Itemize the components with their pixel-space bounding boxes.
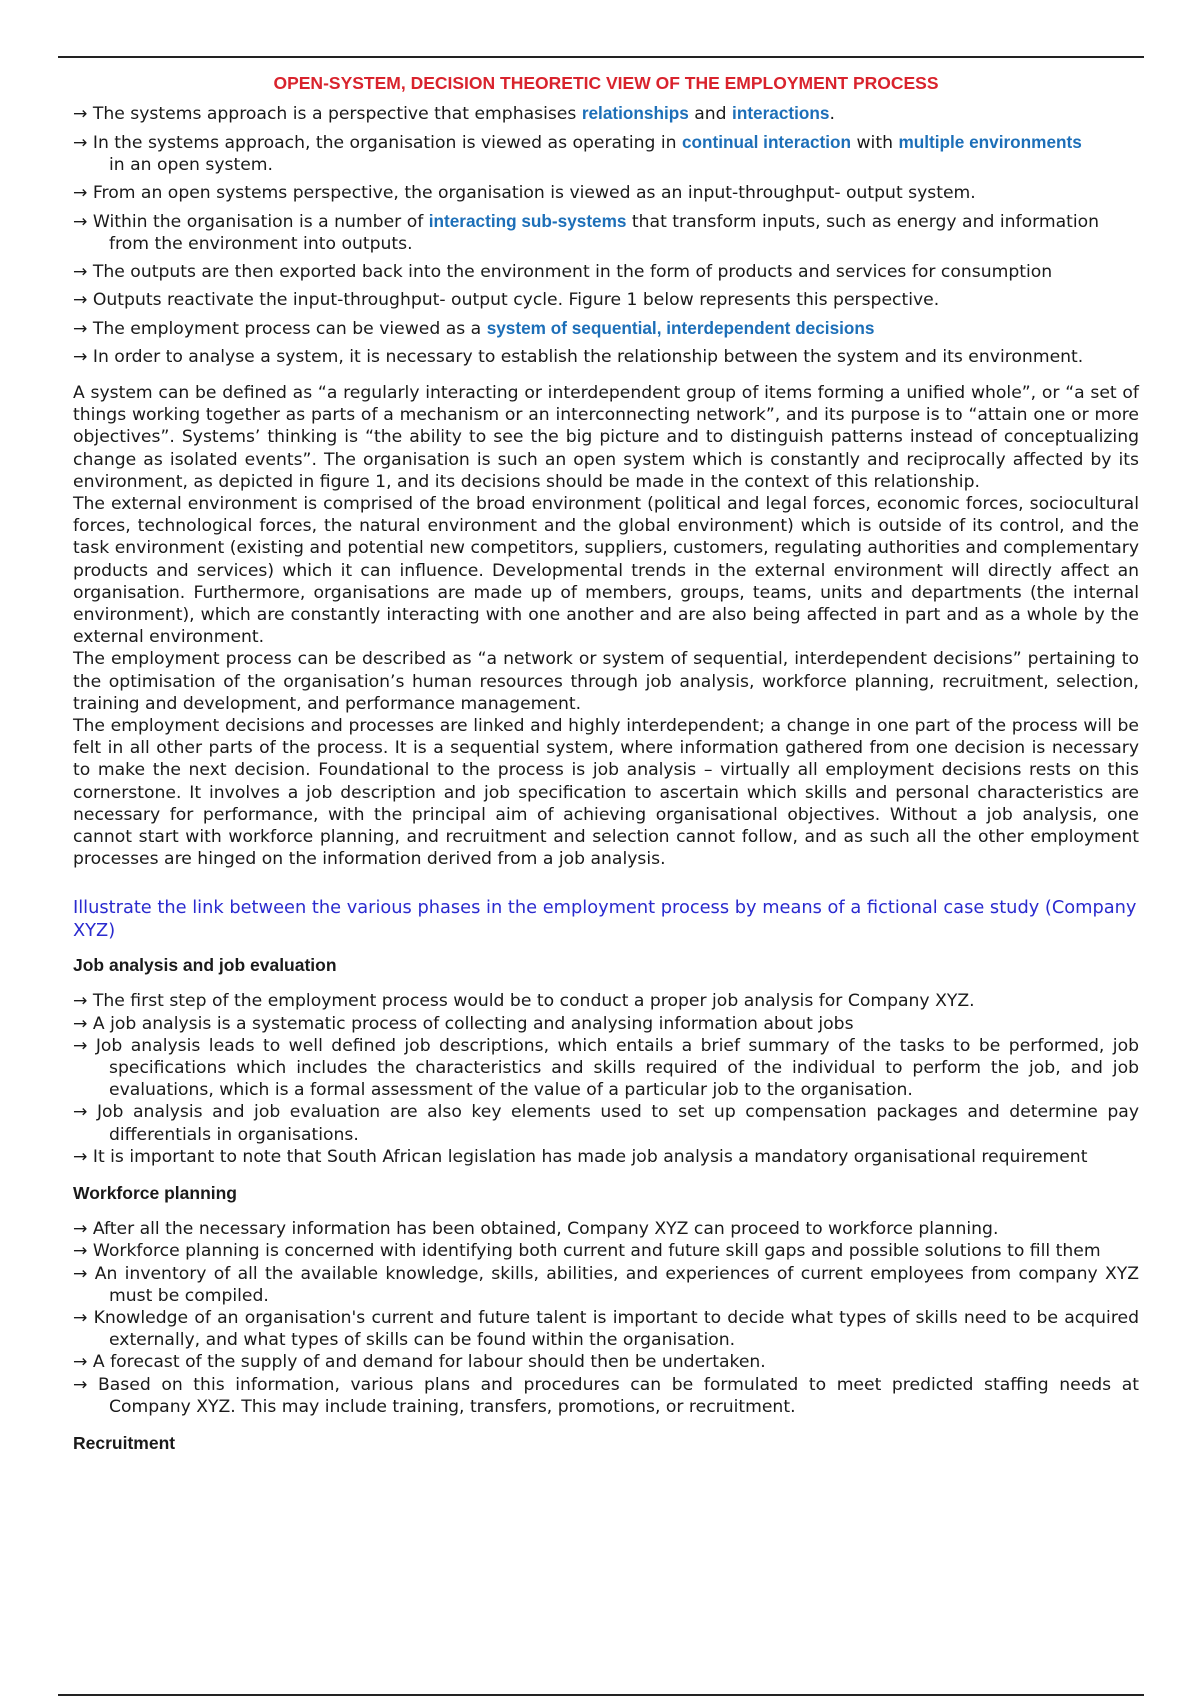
list-item: → Based on this information, various plans and procedures can be formulated to meet predicted staffing needs at Company XYZ. This may include training, transfers, promotions, or recruitment. [73,1374,1139,1417]
arrow-icon: → [73,262,88,282]
bullet-3: → From an open systems perspective, the organisation is viewed as an input-throughput- output system. [73,183,976,203]
paragraph-interdependence: The employment decisions and processes are linked and highly interdependent; a change in one part of the process will be felt in all other parts of the process. It is a sequential system, where information gathered from one decision is necessary to make the next decision. Foundational to the process is job analysis – virtually all employment decisions rests on this cornerstone. It involves a job description and job specification to ascertain which skills and personal characteristics are necessary for performance, with the principal aim of achieving organisational objectives. Without a job analysis, one cannot start with workforce planning, and recruitment and selection cannot follow, and as such all the other employment processes are hinged on the information derived from a job analysis. [73,716,1139,870]
highlight: interacting sub-systems [428,211,627,231]
bullet-6: → Outputs reactivate the input-throughput- output cycle. Figure 1 below represents this perspective. [73,290,940,310]
paragraph-employment-process: The employment process can be described as “a network or system of sequential, interdependent decisions” pertaining to the optimisation of the organisation’s human resources through job analysis, workforce planning, recruitment, selection, training and development, and performance management. [73,649,1139,714]
list-item: → Job analysis leads to well defined job descriptions, which entails a brief summary of the tasks to be performed, job specifications which includes the characteristics and skills required of the individual to perform the job, and job evaluations, which is a formal assessment of the value of a particular job to the organisation. [73,1035,1139,1101]
arrow-icon: → [73,1374,88,1395]
case-study-question: Illustrate the link between the various phases in the employment process by means of a fictional case study (Company XYZ) [73,897,1137,942]
intro-bullets [73,102,1139,368]
section-recruitment [73,1432,1139,1454]
list-item: → A forecast of the supply of and demand for labour should then be undertaken. [73,1352,766,1373]
highlight: interactions [732,103,830,123]
list-item: → After all the necessary information has been obtained, Company XYZ can proceed to workforce planning. [73,1219,999,1240]
section-heading: Job analysis and job evaluation [73,955,337,976]
bullet-7: → The employment process can be viewed as a system of sequential, interdependent decisions [73,318,875,339]
document-title: OPEN-SYSTEM, DECISION THEORETIC VIEW OF THE EMPLOYMENT PROCESS [273,73,939,93]
arrow-icon: → [73,1219,88,1240]
arrow-icon: → [73,104,88,124]
list-item: → An inventory of all the available knowledge, skills, abilities, and experiences of current employees from company XYZ must be compiled. [73,1263,1139,1306]
highlight: continual interaction [682,132,852,152]
section-job-analysis [73,954,1139,1168]
section-heading: Recruitment [73,1432,176,1453]
arrow-icon: → [73,212,88,232]
arrow-icon: → [73,1146,88,1167]
list-item: → The first step of the employment process would be to conduct a proper job analysis for Company XYZ. [73,991,975,1012]
list-item: → It is important to note that South African legislation has made job analysis a mandatory organisational requirement [73,1146,1088,1167]
arrow-icon: → [73,991,88,1012]
bullet-2: → In the systems approach, the organisation is viewed as operating in continual interaction with multiple environments in an open system. [73,132,1082,175]
paragraph-external-environment: The external environment is comprised of the broad environment (political and legal forces, economic forces, sociocultural forces, technological forces, the natural environment and the global environment) which is outside of its control, and the task environment (existing and potential new competitors, suppliers, customers, regulating authorities and complementary products and services) which it can influence. Developmental trends in the external environment will directly affect an organisation. Furthermore, organisations are made up of members, groups, teams, units and departments (the internal environment), which are constantly interacting with one another and are also being affected in part and as a whole by the external environment. [73,494,1139,648]
arrow-icon: → [73,1263,88,1284]
list-item: → A job analysis is a systematic process of collecting and analysing information about jobs [73,1013,854,1034]
arrow-icon: → [73,319,88,339]
highlight: multiple environments [898,132,1082,152]
section-heading: Workforce planning [73,1183,237,1204]
bullet-4: → Within the organisation is a number of interacting sub-systems that transform inputs, such as energy and information from the environment into outputs. [73,211,1100,254]
bullet-5: → The outputs are then exported back into the environment in the form of products and services for consumption [73,262,1053,282]
bottom-rule [58,1694,1144,1696]
arrow-icon: → [73,1102,88,1123]
top-rule [58,56,1144,58]
bullet-8: → In order to analyse a system, it is necessary to establish the relationship between the system and its environment. [73,347,1084,367]
paragraph-system-definition: A system can be defined as “a regularly interacting or interdependent group of items forming a unified whole”, or “a set of things working together as parts of a mechanism or an interconnecting network”, and its purpose is to “attain one or more objectives”. Systems’ thinking is “the ability to see the big picture and to distinguish patterns instead of conceptualizing change as isolated events”. The organisation is such an open system which is constantly and reciprocally affected by its environment, as depicted in figure 1, and its decisions should be made in the context of this relationship. [73,383,1139,492]
arrow-icon: → [73,347,88,367]
bullet-1: → The systems approach is a perspective that emphasises relationships and interactions. [73,103,835,124]
document-page [73,72,1139,1468]
highlight: system of sequential, interdependent decisions [486,318,875,338]
arrow-icon: → [73,290,88,310]
arrow-icon: → [73,1352,88,1373]
arrow-icon: → [73,133,88,153]
arrow-icon: → [73,1307,88,1328]
arrow-icon: → [73,1035,88,1056]
arrow-icon: → [73,1013,88,1034]
arrow-icon: → [73,1241,88,1262]
highlight: relationships [581,103,689,123]
list-item: → Job analysis and job evaluation are also key elements used to set up compensation packages and determine pay differentials in organisations. [73,1102,1139,1145]
list-item: → Workforce planning is concerned with identifying both current and future skill gaps and possible solutions to fill them [73,1241,1101,1262]
arrow-icon: → [73,183,88,203]
list-item: → Knowledge of an organisation's current and future talent is important to decide what types of skills need to be acquired externally, and what types of skills can be found within the organisation. [73,1307,1139,1351]
section-workforce-planning [73,1182,1139,1418]
body-paragraphs [73,382,1139,870]
